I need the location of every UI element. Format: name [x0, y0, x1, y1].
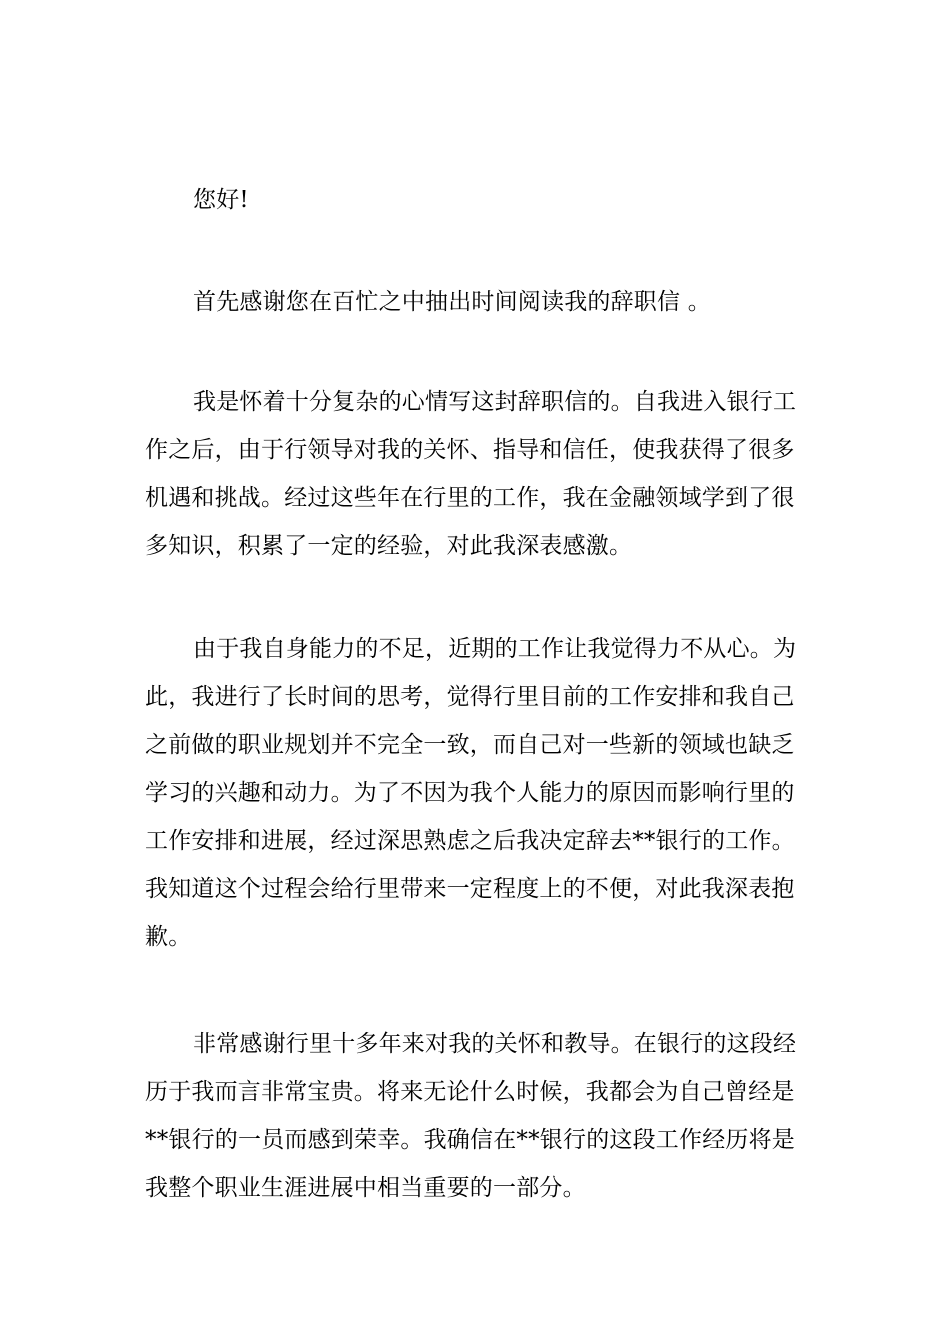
letter-paragraph-2: 我是怀着十分复杂的心情写这封辞职信的。自我进入银行工作之后，由于行领导对我的关怀、指导和信任，使我获得了很多机遇和挑战。经过这些年在行里的工作，我在金融领域学到了很多知识，积累了一定的经验，对此我深表感激。 — [145, 389, 797, 559]
letter-paragraph-4: 非常感谢行里十多年来对我的关怀和教导。在银行的这段经历于我而言非常宝贵。将来无论什么时候，我都会为自己曾经是**银行的一员而感到荣幸。我确信在**银行的这段工作经历将是我整个职业生涯进展中相当重要的一部分。 — [145, 1031, 797, 1201]
letter-paragraph-3: 由于我自身能力的不足，近期的工作让我觉得力不从心。为此，我进行了长时间的思考，觉得行里目前的工作安排和我自己之前做的职业规划并不完全一致，而自己对一些新的领域也缺乏学习的兴趣和动力。为了不因为我个人能力的原因而影响行里的工作安排和进展，经过深思熟虑之后我决定辞去**银行的工作。我知道这个过程会给行里带来一定程度上的不便，对此我深表抱歉。 — [145, 636, 797, 950]
letter-paragraph-1: 首先感谢您在百忙之中抽出时间阅读我的辞职信 。 — [193, 289, 711, 315]
letter-greeting: 您好! — [193, 187, 249, 213]
